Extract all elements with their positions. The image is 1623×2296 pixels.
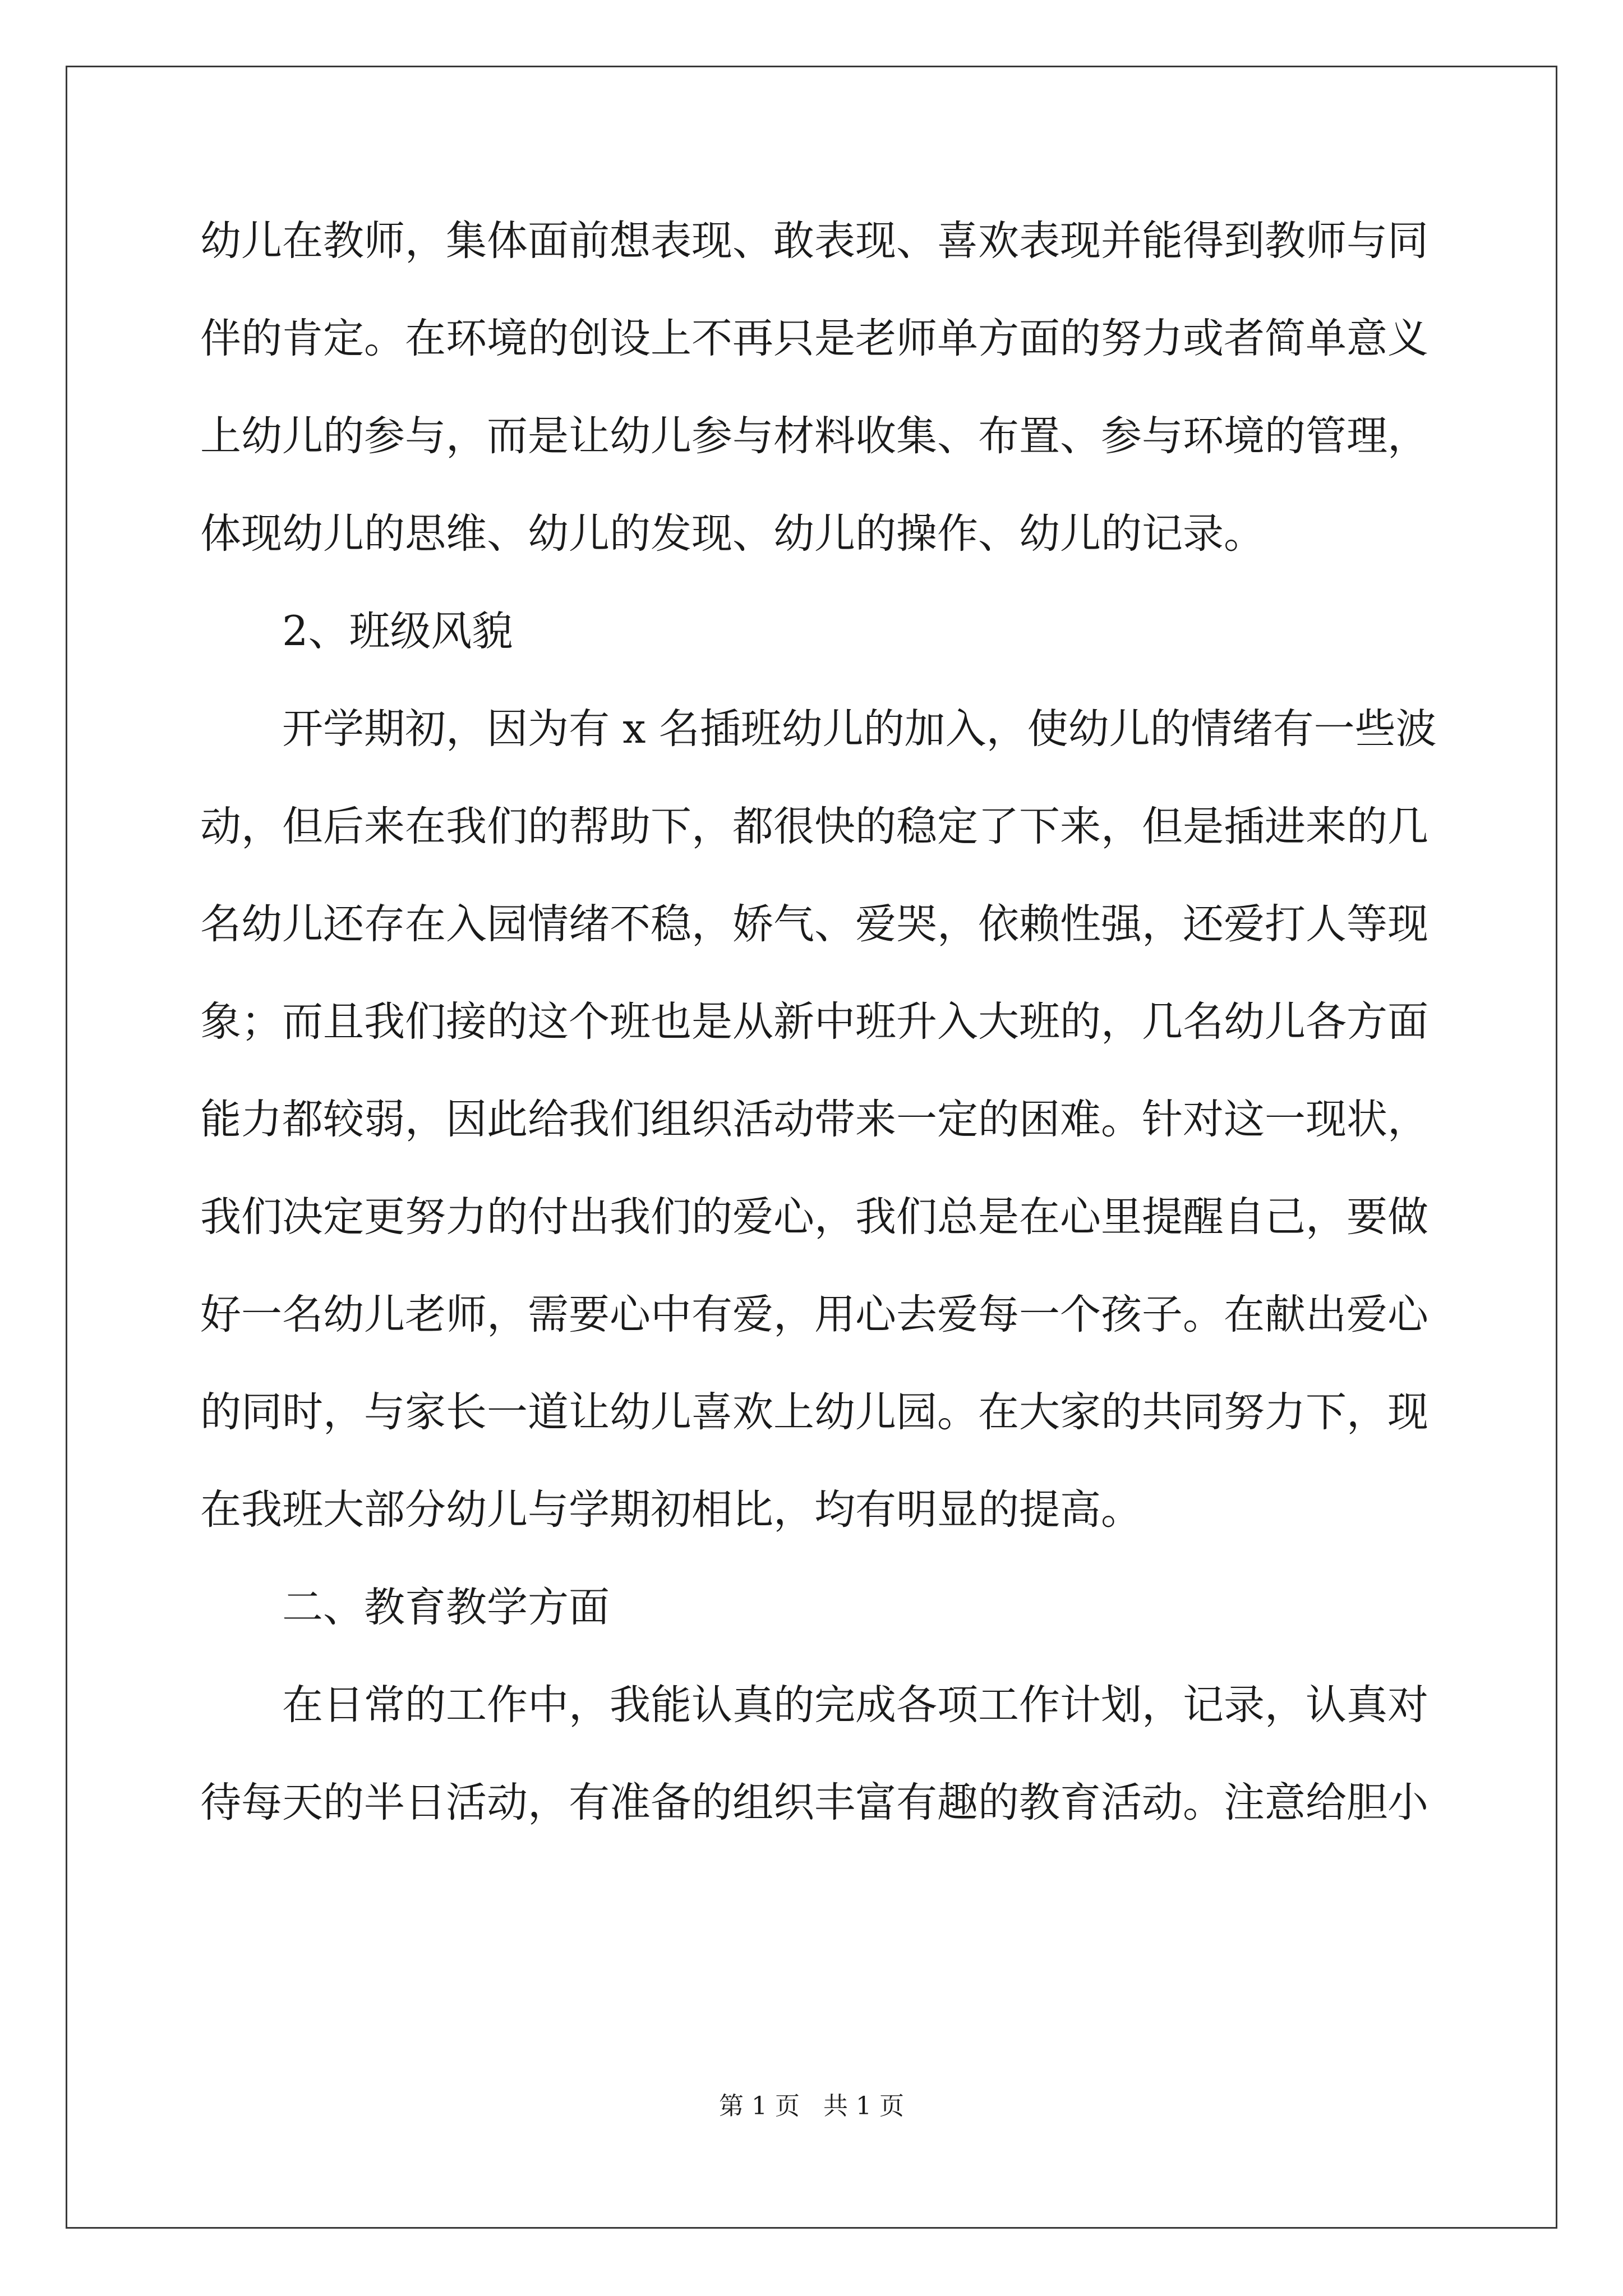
text-line: 在我班大部分幼儿与学期初相比，均有明显的提高。 [200, 1486, 1142, 1534]
text-line: 能力都较弱，因此给我们组织活动带来一定的困难。针对这一现状， [200, 1096, 1428, 1143]
text-line: 的同时，与家长一道让幼儿喜欢上幼儿园。在大家的共同努力下，现 [200, 1388, 1428, 1436]
text-line: 名幼儿还存在入园情绪不稳，娇气、爱哭，依赖性强，还爱打人等现 [200, 900, 1428, 948]
text-line: 幼儿在教师，集体面前想表现、敢表现、喜欢表现并能得到教师与同 [200, 217, 1428, 265]
text-line: 动，但后来在我们的帮助下，都很快的稳定了下来，但是插进来的几 [200, 803, 1428, 850]
text-line: 开学期初，因为有 x 名插班幼儿的加入，使幼儿的情绪有一些波 [282, 705, 1437, 753]
section-heading: 2、班级风貌 [282, 608, 513, 655]
text-line: 好一名幼儿老师，需要心中有爱，用心去爱每一个孩子。在献出爱心 [200, 1291, 1428, 1338]
text-line: 在日常的工作中，我能认真的完成各项工作计划，记录，认真对 [282, 1681, 1428, 1729]
page-number-footer: 第 1 页 共 1 页 [719, 2092, 904, 2120]
text-line: 待每天的半日活动，有准备的组织丰富有趣的教育活动。注意给胆小 [200, 1779, 1428, 1826]
text-line: 伴的肯定。在环境的创设上不再只是老师单方面的努力或者简单意义 [200, 315, 1428, 362]
text-line: 象；而且我们接的这个班也是从新中班升入大班的，几名幼儿各方面 [200, 998, 1428, 1046]
text-line: 上幼儿的参与，而是让幼儿参与材料收集、布置、参与环境的管理， [200, 412, 1428, 460]
text-line: 我们决定更努力的付出我们的爱心，我们总是在心里提醒自己，要做 [200, 1193, 1428, 1241]
section-heading: 二、教育教学方面 [282, 1584, 610, 1631]
text-line: 体现幼儿的思维、幼儿的发现、幼儿的操作、幼儿的记录。 [200, 510, 1265, 558]
